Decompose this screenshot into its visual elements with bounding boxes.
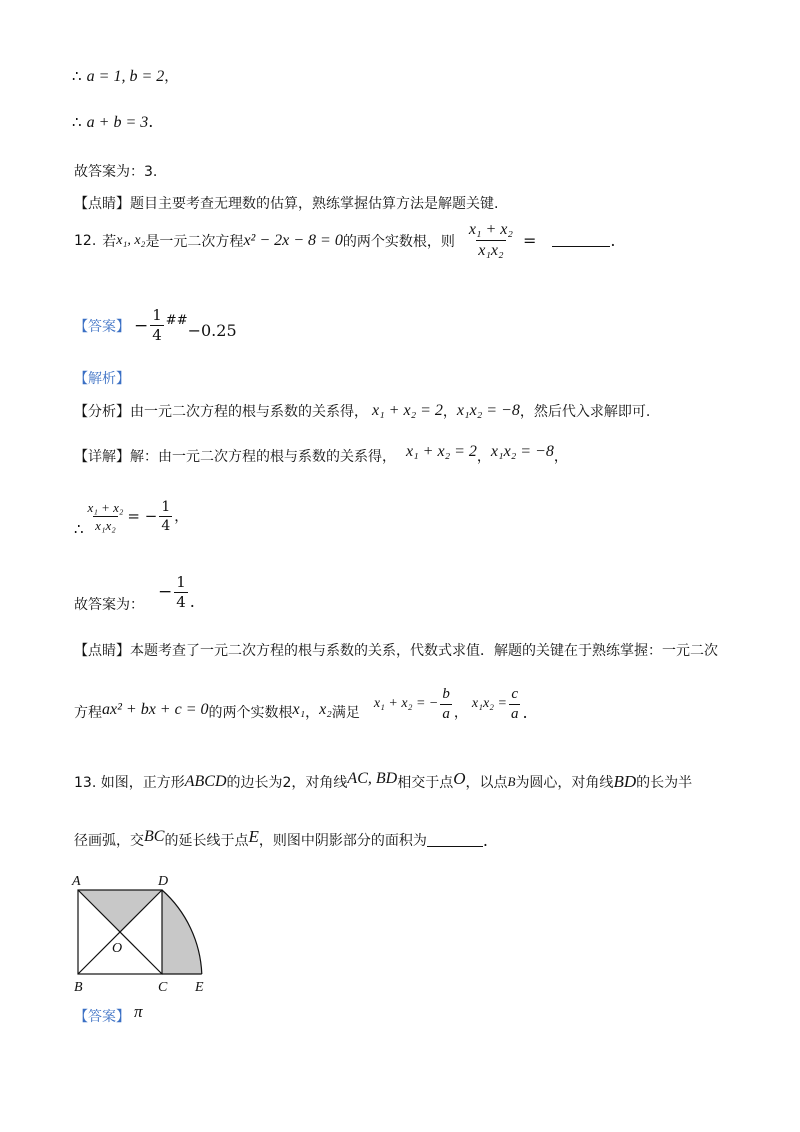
therefore-symbol: ∴ [72, 113, 82, 131]
analysis-tag: 【解析】 [74, 371, 130, 387]
fraction-numerator: 1 [152, 306, 162, 324]
fraction-numerator: x₁ + x₂ [87, 499, 124, 515]
q12-end: . [610, 231, 616, 250]
period: . [482, 830, 488, 850]
fraction-denominator: a [510, 705, 519, 722]
period: . [522, 702, 528, 722]
q12-final-answer [74, 570, 195, 614]
fraction-numerator: x₁ + x₂ [468, 221, 513, 238]
detail-product: x₁x₂ = −8 [490, 443, 554, 460]
period: . [189, 591, 195, 611]
answer-blank [427, 834, 483, 847]
equals-minus: = − [127, 507, 158, 525]
detail-sum: x₁ + x₂ = 2 [406, 443, 477, 460]
point-e: E [248, 827, 259, 846]
q12-fraction [467, 222, 515, 259]
label-e: E [195, 980, 204, 995]
comma: ， [174, 509, 189, 525]
answer-minus: − [134, 315, 149, 336]
label-o: O [112, 941, 123, 956]
square-name: ABCD [184, 773, 227, 790]
comma: ， [453, 705, 468, 721]
answer-value: π [134, 1002, 143, 1021]
pointer-text: 方程 [74, 705, 102, 721]
pointer-text: 的两个实数根 [208, 705, 293, 721]
ab-values: a = 1, b = 2 [86, 68, 165, 85]
question-number: 12. [74, 232, 97, 249]
q12-pointer-line-1: 【点睛】本题考查了一元二次方程的根与系数的关系，代数式求值．解题的关键在于熟练掌握：一元二次 [74, 643, 718, 659]
ab-sum: a + b = 3 [86, 114, 149, 131]
q13-text: 的长为半 [636, 775, 693, 791]
question-13-line-2 [74, 827, 488, 850]
q13-text: 的延长线于点 [164, 833, 249, 849]
pointer-equation: ax² + bx + c = 0 [102, 701, 209, 718]
vieta-sum: x₁ + x₂ = − [373, 696, 439, 711]
fraction-denominator: a [442, 705, 450, 722]
q13-text: 13. 如图，正方形 [74, 775, 185, 791]
analysis-sum: x₁ + x₂ = 2 [372, 402, 443, 419]
previous-answer: 故答案为：3. [74, 164, 158, 180]
segment-bd: BD [613, 772, 637, 791]
therefore-line-2 [72, 112, 153, 132]
pointer-text: 满足 [331, 705, 360, 721]
answer-fraction [150, 308, 164, 343]
vieta-product-fraction [509, 687, 521, 722]
q13-text: ，以点 [465, 775, 508, 791]
period: . [148, 112, 154, 131]
detail-fraction [86, 501, 126, 532]
q12-roots: x₁, x₂ [116, 232, 146, 248]
fraction-denominator: x₁x₂ [478, 242, 504, 259]
comma: ， [476, 449, 491, 465]
shaded-triangle [78, 890, 162, 932]
fraction-numerator: b [442, 685, 450, 702]
point-o: O [453, 769, 466, 788]
therefore-line-1 [72, 66, 178, 86]
analysis-product: x₁x₂ = −8 [456, 402, 520, 419]
q12-answer [74, 308, 237, 343]
q13-answer [74, 1002, 143, 1026]
comma: ， [553, 449, 568, 465]
q13-text: 径画弧，交 [74, 833, 144, 849]
equals-sign: = [522, 231, 537, 250]
fraction-numerator: c [511, 685, 519, 702]
shaded-arc-region [162, 890, 202, 974]
final-answer-text: 故答案为： [74, 597, 144, 613]
q12-equation: x² − 2x − 8 = 0 [243, 231, 343, 249]
detail-line [74, 443, 568, 466]
final-answer-minus: − [158, 582, 173, 602]
answer-separator: ## [165, 313, 188, 328]
fraction-numerator: 1 [176, 572, 186, 591]
therefore-symbol: ∴ [74, 520, 84, 538]
answer-blank [552, 234, 610, 247]
q13-text: 的边长为2，对角线 [226, 775, 348, 791]
comma: ， [442, 404, 457, 420]
detail-text: 【详解】解：由一元二次方程的根与系数的关系得， [74, 449, 396, 465]
vieta-product: x₁x₂ = [471, 696, 507, 711]
analysis-text-end: ，然后代入求解即可. [519, 404, 651, 420]
label-d: D [158, 874, 169, 889]
analysis-text: 【分析】由一元二次方程的根与系数的关系得， [74, 404, 368, 420]
q12-text-2: 是一元二次方程 [145, 233, 244, 250]
previous-pointer: 【点睛】题目主要考查无理数的估算，熟练掌握估算方法是解题关键. [74, 196, 499, 212]
fraction-denominator: 4 [176, 592, 186, 611]
q12-pointer-line-2 [74, 686, 528, 722]
fraction-denominator: x₁x₂ [95, 517, 116, 533]
fraction-denominator: 4 [161, 517, 171, 534]
segment-bc: BC [144, 828, 165, 845]
q13-text: 为圆心，对角线 [515, 775, 614, 791]
therefore-symbol: ∴ [72, 67, 82, 85]
pointer-x2: x₂ [319, 701, 332, 718]
fraction-denominator: 4 [152, 326, 162, 344]
q12-text-1: 若 [102, 233, 117, 250]
label-b: B [74, 980, 83, 995]
comma: ， [164, 69, 179, 85]
label-a: A [72, 874, 81, 889]
vieta-sum-fraction [440, 687, 452, 722]
comma: ， [305, 705, 320, 721]
detail-fraction-line [74, 494, 188, 538]
question-12 [74, 222, 615, 259]
q13-text: ，则图中阴影部分的面积为 [258, 833, 427, 849]
point-b: B [507, 774, 516, 789]
label-c: C [158, 980, 168, 995]
answer-alt-value: −0.25 [187, 321, 237, 340]
answer-tag: 【答案】 [74, 1009, 130, 1025]
question-13-line-1 [74, 769, 693, 792]
analysis-line [74, 401, 650, 421]
diagonals: AC, BD [347, 770, 398, 787]
final-answer-fraction [174, 572, 188, 611]
fraction-numerator: 1 [161, 498, 171, 515]
q13-text: 相交于点 [397, 775, 454, 791]
q12-text-3: 的两个实数根，则 [342, 233, 455, 250]
answer-tag: 【答案】 [74, 318, 130, 335]
square-arc-diagram [68, 870, 218, 1000]
pointer-x1: x₁ [292, 701, 306, 718]
result-fraction [159, 500, 172, 533]
